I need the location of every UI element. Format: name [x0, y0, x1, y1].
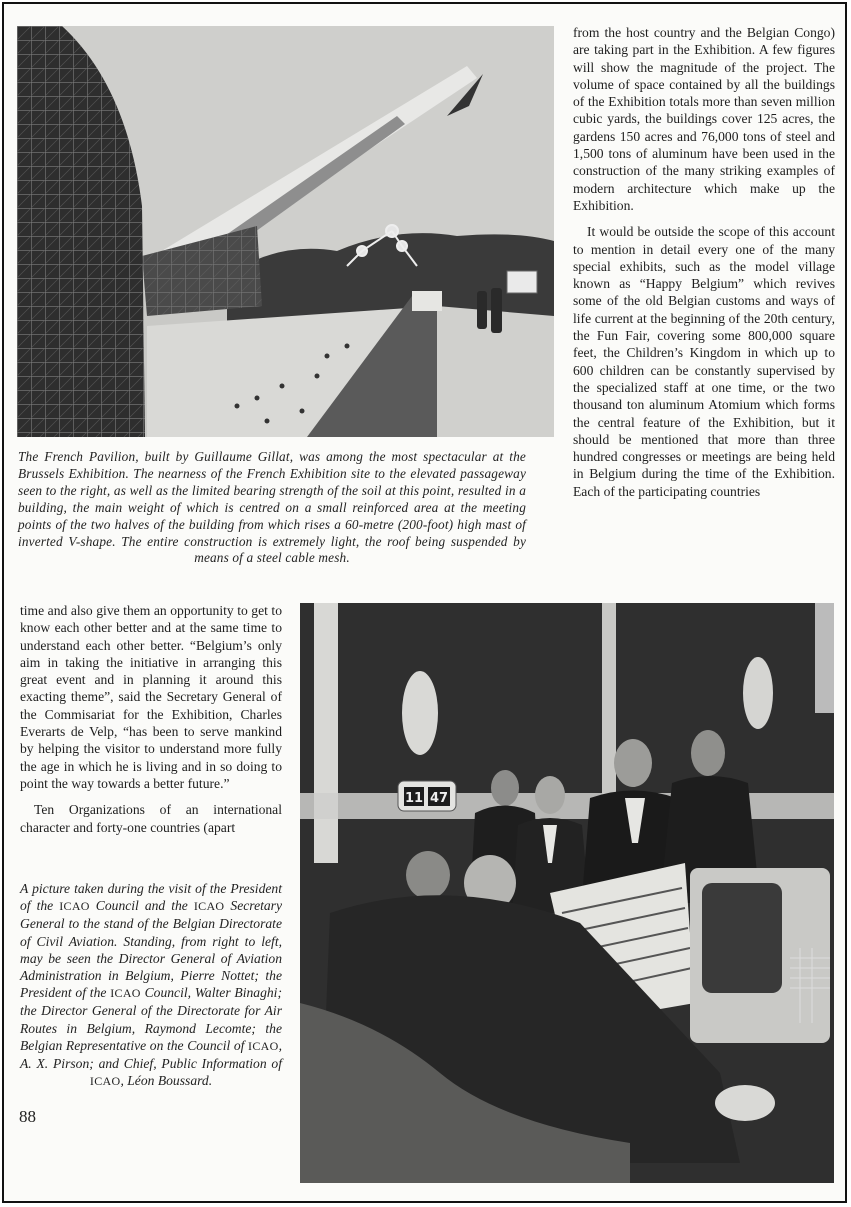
icao-abbreviation: ICAO — [248, 1038, 279, 1053]
caption-text: , Léon Boussard. — [120, 1073, 213, 1089]
clock-hours: 11 — [404, 791, 424, 806]
icao-abbreviation: ICAO — [89, 1074, 121, 1089]
caption-text: Council, Walter Binaghi; the Director General of the Directorate for Air Routes in Belgium, Raymond Lecomte; the Belgian Representative on the Council of — [20, 985, 282, 1053]
paragraph: Ten Organizations of an international character and forty-one countries (apart — [20, 802, 282, 835]
french-pavilion-image — [17, 26, 554, 437]
clock-minutes: 47 — [429, 791, 449, 806]
icao-stand-photo — [300, 603, 834, 1183]
icao-abbreviation: ICAO — [59, 899, 90, 914]
caption-text: , A. X. Pirson; and Chief, Public Information of — [20, 1037, 282, 1072]
icao-abbreviation: ICAO — [110, 986, 141, 1001]
flip-clock — [398, 781, 456, 811]
icao-stand-caption — [20, 880, 282, 1090]
paragraph: time and also give them an opportunity to get to know each other better and at the same time to understand each other better. “Belgium’s only aim in taking the initiative in arranging this great event and in planning it around this exacting theme”, said the Secretary General of the Commisariat for the Exhibition, Charles Everarts de Velp, “has been to serve mankind by helping the visitor to understand more fully the age in which he is living and in so doing to point the way towards a better future.” — [20, 603, 282, 791]
icao-stand-image — [300, 603, 834, 1183]
icao-abbreviation: ICAO — [193, 899, 225, 914]
body-column-bottom-left — [20, 602, 282, 836]
caption-text: Secretary General to the stand of the Belgian Directorate of Civil Aviation. Standing, from right to left, may be seen the Director General of Aviation Administration in Belgium, Pierre Nottet; the President of the — [20, 898, 282, 1001]
caption-text: Council and the — [89, 898, 194, 914]
paragraph: It would be outside the scope of this account to mention in detail every one of the many special exhibits, such as the model village known as “Happy Belgium” which revives some of the old Belgian customs and ways of life current at the beginning of the 20th century, the Fun Fair, covering some 800,000 square feet, the Children’s Kingdom in which up to 600 children can be constantly supervised by the specialized staff at one time, or the two thousand ton aluminum Atomium which forms the central feature of the Exhibition, but it should be mentioned that more than three hundred congresses or meetings are being held in Belgium during the time of the Exhibition. Each of the participating countries — [573, 224, 835, 499]
page-number: 88 — [19, 1107, 36, 1126]
french-pavilion-caption: The French Pavilion, built by Guillaume Gillat, was among the most spectacular at the Brussels Exhibition. The nearness of the French Exhibition site to the elevated passageway seen to the right, as well as the limited bearing strength of the soil at this point, resulted in a building, the main weight of which is centred on a small reinforced area at the meeting points of the two halves of the building from which rises a 60-metre (200-foot) high mast of inverted V-shape. The entire construction is extremely light, the roof being suspended by means of a steel cable mesh. — [18, 449, 526, 566]
french-pavilion-photo — [17, 26, 554, 437]
paragraph: from the host country and the Belgian Congo) are taking part in the Exhibition. A few figures will show the magnitude of the project. The volume of space contained by all the buildings of the Exhibition totals more than seven million cubic yards, the buildings cover 125 acres, the gardens 150 acres and 76,000 tons of steel and 1,500 tons of aluminum have been used in the construction of the many striking examples of modern architecture which make up the Exhibition. — [573, 25, 835, 213]
caption-text: A picture taken during the visit of the President of the — [20, 881, 282, 914]
body-column-top-right — [573, 24, 835, 500]
